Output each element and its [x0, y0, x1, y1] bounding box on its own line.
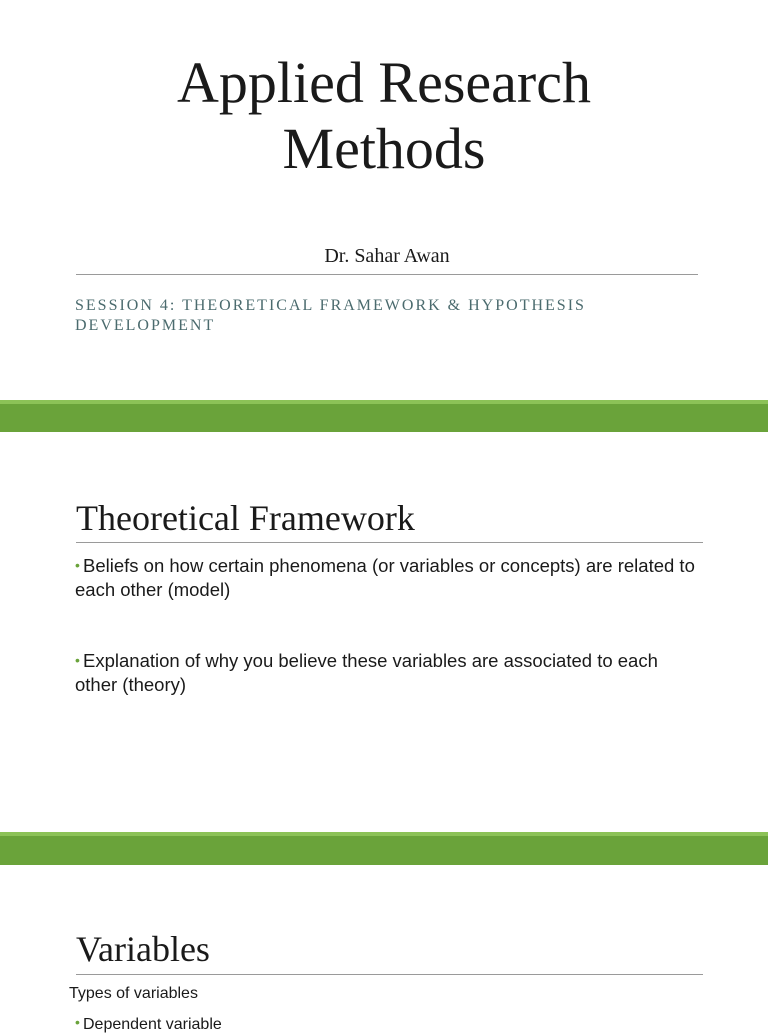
- bullet-dot-icon: •: [75, 557, 80, 573]
- heading-divider: [76, 542, 703, 543]
- slide-separator-band: [0, 832, 768, 865]
- slide-separator-band: [0, 400, 768, 432]
- title-slide: [0, 0, 768, 400]
- theoretical-framework-slide: [0, 432, 768, 832]
- bullet-dot-icon: •: [75, 1014, 80, 1030]
- title-divider: [76, 274, 698, 275]
- bullet-dot-icon: •: [75, 652, 80, 668]
- bullet-item-partial: [75, 1014, 222, 1034]
- types-of-variables-text: Types of variables: [69, 985, 198, 1002]
- bullet-item: [75, 648, 695, 697]
- session-subtitle: SESSION 4: THEORETICAL FRAMEWORK & HYPOTHESIS DEVELOPMENT: [75, 297, 586, 334]
- title-line-1: Applied Research: [177, 50, 591, 115]
- title-line-2: Methods: [282, 116, 486, 181]
- bullet-text: Explanation of why you believe these variables are associated to each other (theory): [75, 650, 658, 695]
- bullet-text: Dependent variable: [83, 1016, 222, 1033]
- bullet-text: Beliefs on how certain phenomena (or variables or concepts) are related to each other (model): [75, 555, 695, 600]
- author-name: Dr. Sahar Awan: [324, 245, 450, 267]
- slide-heading-theoretical-framework: Theoretical Framework: [76, 498, 415, 538]
- heading-divider: [76, 974, 703, 975]
- bullet-item: [75, 553, 695, 602]
- slide-heading-variables: Variables: [76, 929, 210, 969]
- presentation-title: [80, 50, 688, 182]
